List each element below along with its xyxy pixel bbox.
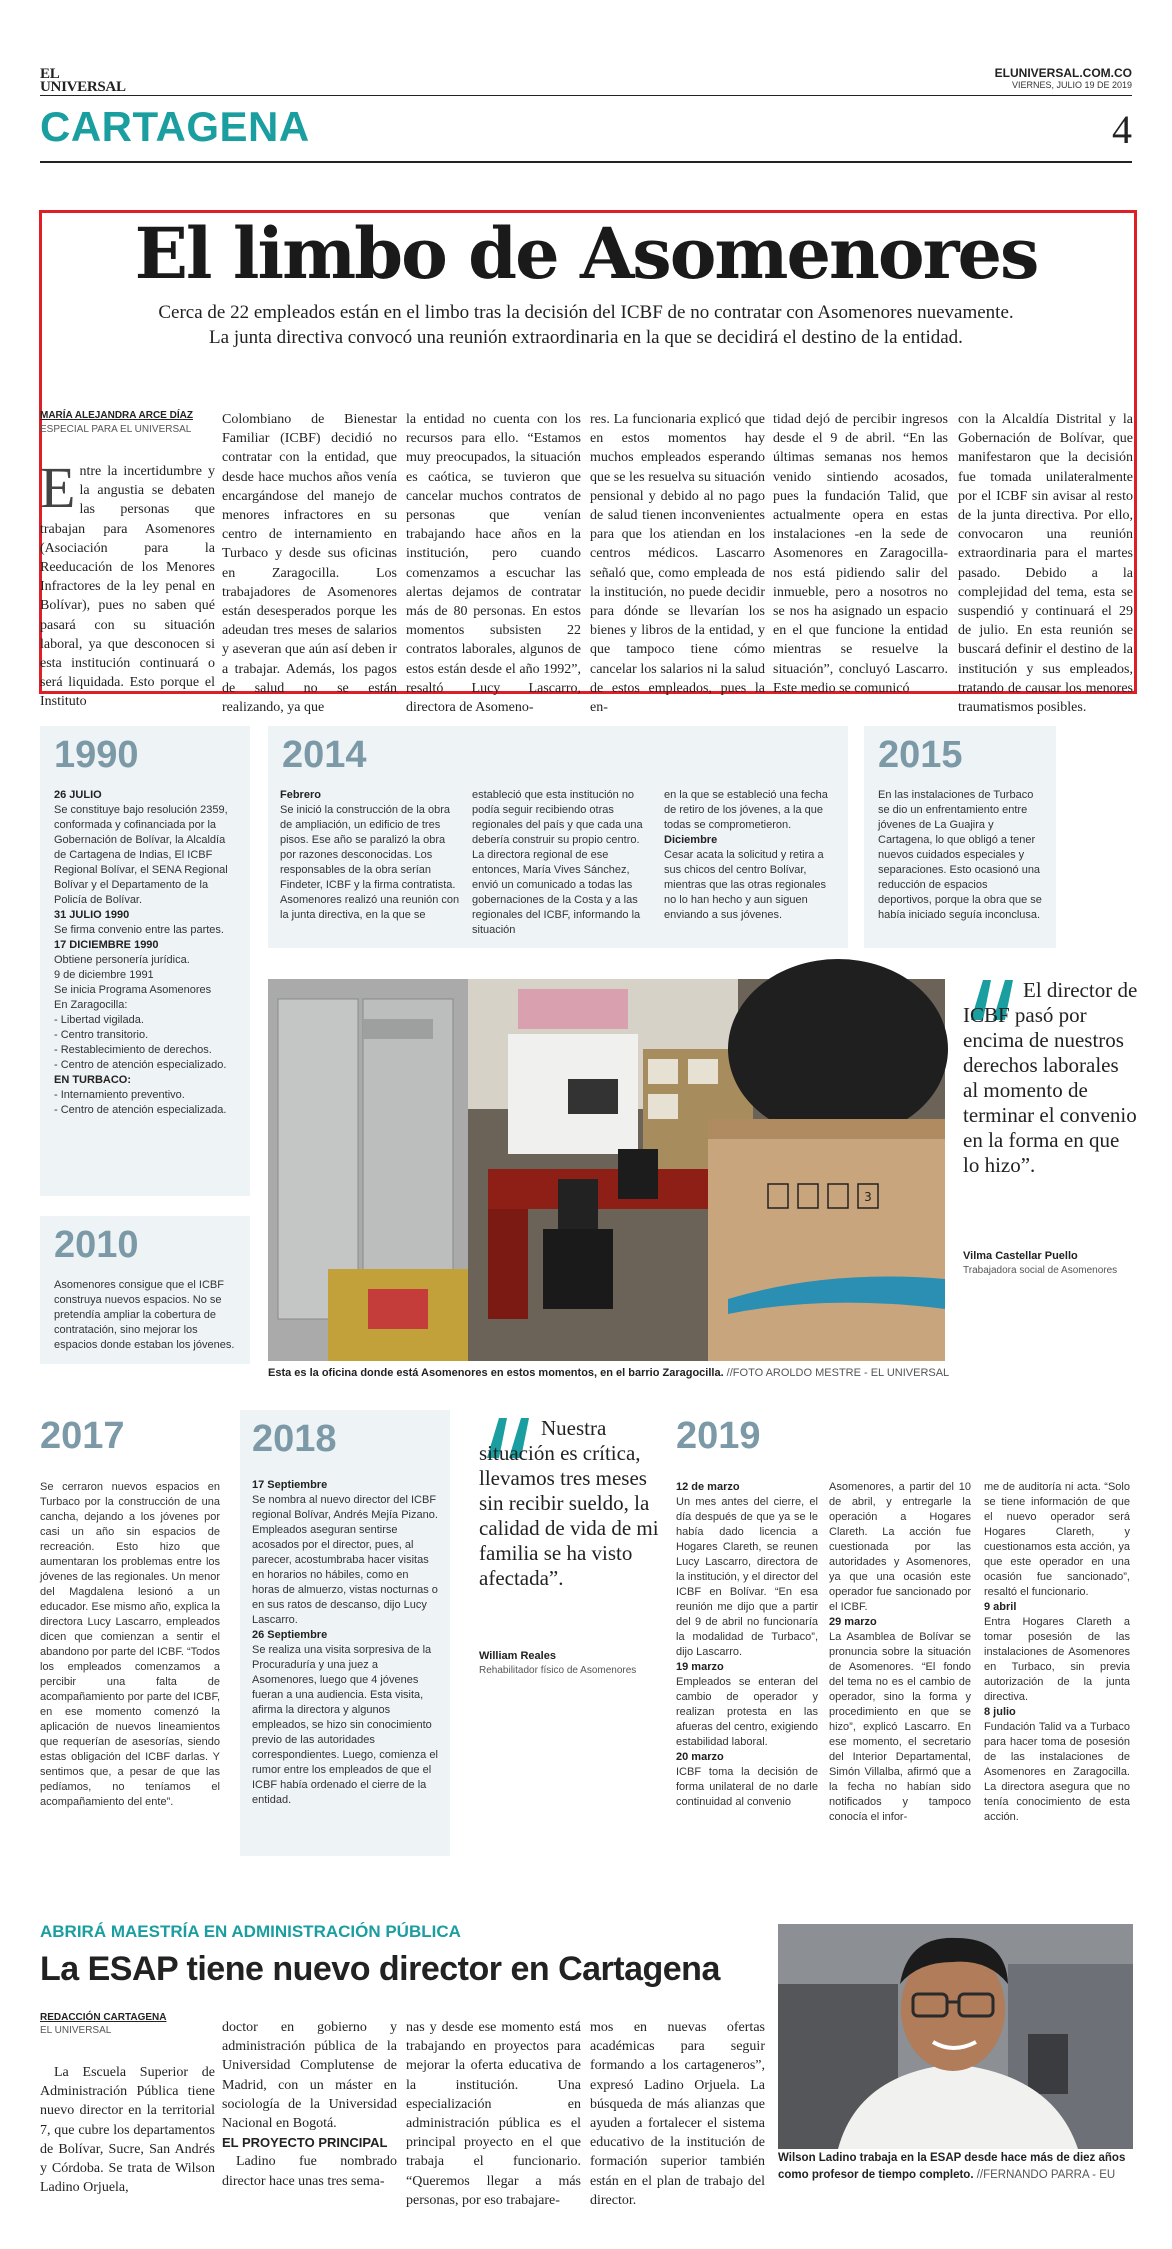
timeline-year: 2018: [252, 1418, 337, 1460]
timeline-text: Fundación Talid va a Turbaco para hacer toma de posesión de las instalaciones de Asomenores en Zaragocilla. La directora asegura que no tenía conocimiento de esta acción.: [984, 1721, 1130, 1823]
timeline-text: En las instalaciones de Turbaco se dio un enfrentamiento entre jóvenes de La Guajira y Cartagena, lo que obligó a tener nuevos cuidados especiales y separaciones. Esto ocasionó una reducción de espacios deportivos, porque la obra que se había iniciado seguía inconclusa.: [878, 789, 1042, 921]
story-column-1-text: ntre la incertidumbre y la angustia se debaten las personas que trabajan para Asomenores (Asociación para la Reeducación de los Menores Infractores de la ley penal en Bolívar), pues no saben qué pasará con su situación laboral, ya que desconocen si esta institución continuará o será liquidada. Esto porque el Instituto: [40, 464, 215, 710]
deck-line-1: Cerca de 22 empleados están en el limbo tras la decisión del ICBF de no contratar con Asomenores nuevamente.: [158, 302, 1014, 323]
second-story-column-4: mos en nuevas ofertas académicas para seguir formando a los cartageneros”, expresó Ladino Orjuela. La búsqueda de más alianzas que ayuden a fortalecer el sistema educativo de la institución de formación superior también están en el plan de trabajo del director.: [590, 2020, 765, 2208]
timeline-text: - Libertad vigilada.: [54, 1014, 144, 1026]
story-column-6: con la Alcaldía Distrital y la Gobernación de Bolívar, que manifestaron que la decisión fue tomada unilateralmente por el ICBF sin avisar al resto de la junta directiva. Por ello, convocaron una reunión extraordinaria para el martes pasado. Debido a la complejidad del tema, esta se suspendió y continuará el 29 de julio. En esta reunión se buscará definir el destino de la institución y sus empleados, tratando de causar los menores traumatismos posibles.: [958, 412, 1133, 716]
drop-cap: E: [40, 455, 76, 520]
timeline-2014: [268, 726, 848, 948]
timeline-date: 26 JULIO: [54, 789, 102, 801]
deck-line-2: La junta directiva convocó una reunión extraordinaria en la que se decidirá el destino de la entidad.: [209, 327, 963, 348]
timeline-date: 20 marzo: [676, 1751, 724, 1763]
portrait-caption: [778, 2150, 1133, 2184]
timeline-text: Se inició la construcción de la obra de ampliación, un edificio de tres pisos. Ese año se paralizó la obra por razones desconocidas. Los responsables de la obra serían Findeter, ICBF y la firma contratista. Asomenores realizó una reunión con la junta directiva, en la que se: [280, 804, 460, 921]
box-label: 3: [864, 1190, 872, 1204]
second-story-column-2: [222, 2018, 397, 2191]
newspaper-logo: [40, 68, 126, 94]
timeline-text: - Centro de atención especializada.: [54, 1104, 227, 1116]
byline-author: MARÍA ALEJANDRA ARCE DÍAZ: [40, 410, 193, 421]
timeline-text: - Centro de atención especializado.: [54, 1059, 227, 1071]
timeline-text: 9 de diciembre 1991: [54, 969, 154, 981]
story-column-3: la entidad no cuenta con los recursos para ello. “Estamos muy preocupados, la situación es caótica, se tuvieron que cancelar muchos contratos de personas que venían trabajando hace años en la institución, pero cuando comenzamos a escuchar las alertas dejamos de contratar más de 80 personas. En estos momentos subsisten 22 contratos laborales, algunos de estos están desde el año 1992”, resaltó Lucy Lascarro, directora de Asomeno-: [406, 412, 581, 716]
timeline-year-2017: 2017: [40, 1415, 125, 1457]
pull-quote-text: Nuestra situación es crítica, llevamos tres meses sin recibir sueldo, la calidad de vida de mi familia se ha visto afectada”.: [479, 1416, 659, 1590]
byline-role: EL UNIVERSAL: [40, 2025, 112, 2036]
timeline-text: Se realiza una visita sorpresiva de la Procuraduría y una juez a Asomenores, luego que 4 jóvenes fueran a una audiencia. Esta visita, afirma la directora y algunos empleados, se hizo sin conocimiento previo de las autoridades correspondientes. Luego, comienza el rumor entre los empleados de que el ICBF había ordenado el cierre de la entidad.: [252, 1644, 438, 1806]
second-story-column-1: La Escuela Superior de Administración Pública tiene nuevo director en la territorial 7, que cubre los departamentos de Bolívar, Sucre, San Andrés y Córdoba. Se trata de Wilson Ladino Orjuela,: [40, 2065, 215, 2196]
story-deck: [100, 300, 1072, 350]
second-headline: La ESAP tiene nuevo director en Cartagena: [40, 1950, 720, 1988]
timeline-date: 29 marzo: [829, 1616, 877, 1628]
timeline-text: Asomenores consigue que el ICBF construya nuevos espacios. No se pretendía ampliar la cobertura de contratación, sino mejorar los espacios donde estaban los jóvenes.: [54, 1279, 235, 1351]
office-photo-image: [268, 979, 945, 1361]
timeline-column: [676, 1480, 818, 1810]
second-story-text: Ladino fue nombrado director hace unas tres sema-: [222, 2154, 397, 2189]
timeline-2015: [864, 726, 1056, 948]
timeline-date: Diciembre: [664, 834, 718, 846]
timeline-text: - Centro transitorio.: [54, 1029, 149, 1041]
second-story-subhead: EL PROYECTO PRINCIPAL: [222, 2135, 388, 2151]
timeline-column: estableció que esta institución no podía seguir recibiendo otras regionales del país y que cada una debería construir su propio centro. La directora regional de ese entonces, María Vives Sánchez, envió un comunicado a todas las gobernaciones de la Costa y a las regionales del ICBF, informando la situación: [472, 789, 643, 936]
office-photo: [268, 979, 945, 1361]
main-headline: El limbo de Asomenores: [134, 212, 1038, 295]
photo-caption: [268, 1367, 958, 1379]
story-column-2: Colombiano de Bienestar Familiar (ICBF) decidió no contratar con la entidad, que desde hace muchos años venía encargándose del manejo de menores infractores en su centro de internamiento en Turbaco y desde sus oficinas en Zaragocilla. Los trabajadores de Asomenores están desesperados porque les adeudan tres meses de salarios y aseveran que aún así deben ir a trabajar. Además, los pagos de salud no se están realizando, ya que: [222, 412, 397, 716]
timeline-column: [280, 788, 462, 923]
pull-quote-role: Rehabilitador físico de Asomenores: [479, 1665, 637, 1676]
timeline-column: [984, 1480, 1130, 1825]
story-kicker: ABRIRÁ MAESTRÍA EN ADMINISTRACIÓN PÚBLICA: [40, 1922, 461, 1941]
timeline-text-2017: Se cerraron nuevos espacios en Turbaco por la construcción de una cancha, dejando a los jóvenes por casi un año sin espacios de recreación. Esto hizo que aumentaran los problemas entre los jóvenes de las regionales. Un menor del Magdalena lesionó a un educador. Ese mismo año, explica la directora Lucy Lascarro, empleados dicen que comienzan a sentir el abandono por parte del ICBF. “Todos los empleados comenzamos a percibir una falta de acompañamiento por parte del ICBF, en ese momento comenzó la aplicación de nuevos lineamientos que requerían de asesorías, siendo estas obligación del ICBF darlas. Y sentimos que, a pesar de que las pedíamos, no teníamos el acompañamiento del ente”.: [40, 1481, 220, 1808]
edition-date: VIERNES, JULIO 19 DE 2019: [1011, 80, 1132, 90]
timeline-text: Se nombra al nuevo director del ICBF regional Bolívar, Andrés Mejía Pizano. Empleados aseguran sentirse acosados por el director, pues, al parecer, acostumbraba hacer visitas en horarios no hábiles, como en horas de almuerzo, vistas nocturnas o en sus ratos de descanso, dijo Lucy Lascarro.: [252, 1494, 438, 1626]
portrait-caption-text: Wilson Ladino trabaja en la ESAP desde hace más de diez años como profesor de tiempo completo.: [778, 2152, 1126, 2181]
site-url: ELUNIVERSAL.COM.CO: [994, 66, 1132, 80]
timeline-date: 8 julio: [984, 1706, 1016, 1718]
timeline-text: Entra Hogares Clareth a tomar posesión de las instalaciones de Asomenores en Turbaco, sin previa autorización de la junta directiva.: [984, 1616, 1130, 1703]
timeline-year: 2014: [282, 734, 367, 776]
story-column-4: res. La funcionaria explicó que en estos momentos hay muchos empleados esperando que se les resuelva su situación pensional y debido al no pago de salud tienen inconvenientes para que los atiendan en los centros médicos. Lascarro señaló que, como empleada de la institución, no puede decidir para dónde se llevarían los bienes y libros de la entidad, y que tampoco tiene cómo cancelar los salarios ni la salud de estos empleados, pues la en-: [590, 412, 765, 716]
timeline-text: Cesar acata la solicitud y retira a sus chicos del centro Bolívar, mientras que las otras regionales no lo han hecho y aun siguen enviando a sus jóvenes.: [664, 849, 827, 921]
timeline-text: Un mes antes del cierre, el día después de que ya se le había dado licencia a Hogares Clareth, se reunen Lucy Lascarro, directora de la institución, y el director del ICBF en Bolívar. “En esa reunión me dijo que a partir del 9 de abril no funcionaría la modalidad de Turbaco”, dijo Lascarro.: [676, 1496, 818, 1658]
timeline-1990: [40, 726, 250, 1196]
director-portrait-image: [778, 1924, 1133, 2149]
photo-credit: //FOTO AROLDO MESTRE - EL UNIVERSAL: [723, 1367, 950, 1379]
timeline-year-2019: 2019: [676, 1415, 761, 1457]
timeline-text: ICBF toma la decisión de forma unilateral de no darle continuidad al convenio: [676, 1766, 818, 1808]
timeline-body: [252, 1478, 438, 1808]
story-column-1: [40, 455, 215, 710]
logo-line-2: UNIVERSAL: [40, 79, 126, 95]
byline-author: REDACCIÓN CARTAGENA: [40, 2012, 167, 2023]
pull-quote-author: William Reales: [479, 1650, 556, 1662]
timeline-2010: [40, 1216, 250, 1364]
page-number: 4: [1112, 107, 1132, 152]
timeline-date: 26 Septiembre: [252, 1629, 328, 1641]
timeline-text: Se firma convenio entre las partes.: [54, 924, 224, 936]
section-rule: [40, 161, 1132, 163]
logo-line-1: EL: [40, 66, 60, 82]
pull-quote-text: El director de ICBF pasó por encima de nuestros derechos laborales al momento de terminar el convenio en la forma en que lo hizo”.: [963, 978, 1138, 1177]
photo-caption-text: Esta es la oficina donde está Asomenores en estos momentos, en el barrio Zaragocilla.: [268, 1367, 724, 1379]
timeline-year: 1990: [54, 734, 139, 776]
story-column-5: tidad dejó de percibir ingresos desde el 9 de abril. “En las últimas semanas nos hemos venido sintiendo acosados, pues la fundación Talid, que actualmente opera en estas instalaciones -en la sede de Asomenores en Zaragocilla- nos está pidiendo salir del inmueble, pero a nosotros no se nos ha asignado un espacio en el que funcione la entidad mientras se resuelve la situación”, concluyó Lascarro. Este medio se comunicó: [773, 412, 948, 696]
pull-quote-author: Vilma Castellar Puello: [963, 1250, 1078, 1262]
timeline-date: 19 marzo: [676, 1661, 724, 1673]
timeline-year: 2010: [54, 1224, 139, 1266]
timeline-date: Febrero: [280, 789, 321, 801]
timeline-year: 2015: [878, 734, 963, 776]
timeline-2018: [240, 1410, 450, 1856]
timeline-date: 17 DICIEMBRE 1990: [54, 939, 159, 951]
timeline-text: En Zaragocilla:: [54, 999, 128, 1011]
timeline-date: 9 abril: [984, 1601, 1017, 1613]
timeline-text: Se constituye bajo resolución 2359, conformada y cofinanciada por la Gobernación de Bolívar, la Alcaldía de Cartagena de Indias, El ICBF Regional Bolívar, el SENA Regional Bolívar y el Departamento de la Policía de Bolívar.: [54, 804, 228, 906]
timeline-subhead: EN TURBACO:: [54, 1074, 131, 1086]
pull-quote-role: Trabajadora social de Asomenores: [963, 1265, 1118, 1276]
timeline-text: en la que se estableció una fecha de retiro de los jóvenes, a la que todas se comprometieron.: [664, 789, 828, 831]
timeline-text: La Asamblea de Bolívar se pronuncia sobre la situación de Asomenores. “El fondo del tema no es el cambio de operador, sino la forma y procedimiento en que se hizo”, explicó Lascarro. En ese momento, el secretario del Interior Departamental, Simón Villalba, afirmó que a la fecha no habían sido notificados y tampoco conocía el infor-: [829, 1631, 971, 1823]
timeline-date: 17 Septiembre: [252, 1479, 328, 1491]
timeline-body: [54, 788, 238, 1118]
timeline-text: - Restablecimiento de derechos.: [54, 1044, 212, 1056]
timeline-text: me de auditoría ni acta. “Solo se tiene información de que el nuevo operador será Hogares Clareth, y cuestionamos esta acción, ya que este operador en una ocasión fue sancionado”, resaltó el funcionario.: [984, 1481, 1130, 1598]
portrait-credit: //FERNANDO PARRA - EU: [973, 2169, 1116, 2181]
timeline-text: - Internamiento preventivo.: [54, 1089, 185, 1101]
section-title: CARTAGENA: [40, 103, 310, 150]
timeline-date: 31 JULIO 1990: [54, 909, 130, 921]
timeline-text: Obtiene personería jurídica.: [54, 954, 190, 966]
timeline-text: Empleados se enteran del cambio de operador y realizan protesta en las afueras del centro, exigiendo estabilidad laboral.: [676, 1676, 818, 1748]
timeline-column: [664, 788, 836, 923]
header-rule: [40, 95, 1132, 96]
timeline-text: Asomenores, a partir del 10 de abril, y entregarle la operación a Hogares Clareth. La acción fue cuestionada por las autoridades y Asomenores, ya que una ocasión este operador fue sancionado por el ICBF.: [829, 1481, 971, 1613]
second-story-column-3: nas y desde ese momento está trabajando en proyectos para mejorar la oferta educativa de la institución. Una especialización en administración pública es el principal proyecto en el que trabaja el funcionario. “Queremos llegar a más personas, por eso trabajare-: [406, 2020, 581, 2208]
timeline-column: [829, 1480, 971, 1825]
timeline-text: Se inicia Programa Asomenores: [54, 984, 212, 996]
timeline-date: 12 de marzo: [676, 1481, 740, 1493]
byline-role: ESPECIAL PARA EL UNIVERSAL: [40, 424, 192, 435]
second-story-text: doctor en gobierno y administración pública de la Universidad Complutense de Madrid, con un máster en sociología de la Universidad Nacional en Bogotá.: [222, 2020, 397, 2132]
